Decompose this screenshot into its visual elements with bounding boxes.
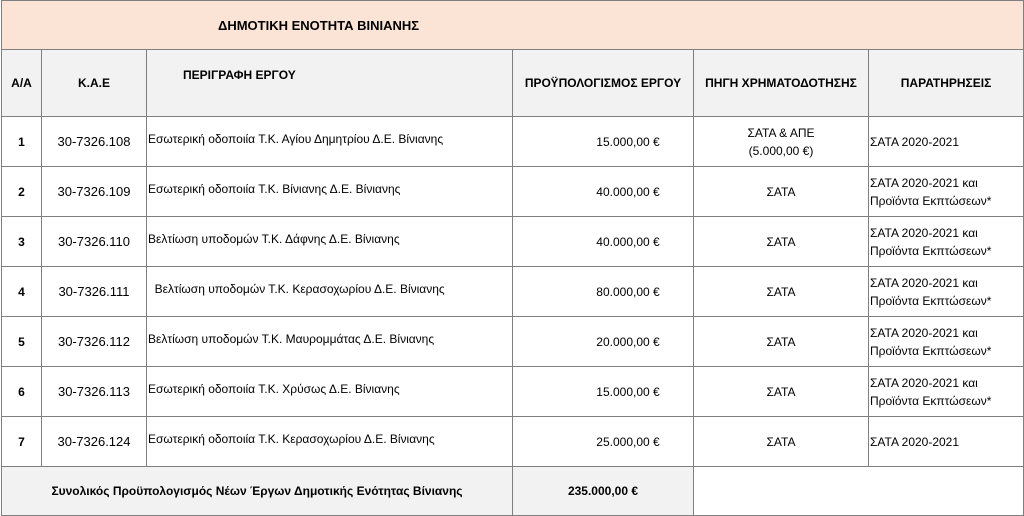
row-notes-line1: ΣΑΤΑ 2020-2021: [870, 434, 960, 449]
row-notes-line1: ΣΑΤΑ 2020-2021 και: [870, 325, 978, 340]
header-budget: ΠΡΟΫΠΟΛΟΓΙΣΜΟΣ ΕΡΓΟΥ: [513, 50, 694, 117]
row-notes-line1: ΣΑΤΑ 2020-2021 και: [870, 225, 978, 240]
row-description-text: Εσωτερική οδοποιία Τ.Κ. Χρύσως Δ.Ε. Βίνιανης: [148, 381, 400, 396]
row-kae: 30-7326.112: [42, 317, 147, 367]
header-aa: Α/Α: [2, 50, 42, 117]
row-source: [694, 267, 869, 317]
row-description: [147, 217, 513, 267]
row-source-line1: ΣΑΤΑ: [766, 234, 796, 249]
row-kae: 30-7326.113: [42, 367, 147, 417]
row-source: [694, 317, 869, 367]
row-aa: 2: [2, 167, 42, 217]
header-row: [2, 50, 1024, 117]
row-source-line1: ΣΑΤΑ: [766, 184, 796, 199]
row-description: [147, 267, 513, 317]
row-aa: 6: [2, 367, 42, 417]
page-title: ΔΗΜΟΤΙΚΗ ΕΝΟΤΗΤΑ ΒΙΝΙΑΝΗΣ: [2, 1, 1024, 50]
header-notes: ΠΑΡΑΤΗΡΗΣΕΙΣ: [869, 50, 1024, 117]
row-budget-text: 25.000,00 €: [596, 434, 660, 449]
table-row: [2, 117, 1024, 167]
row-source-line1: ΣΑΤΑ & ΑΠΕ: [747, 125, 815, 140]
row-description: [147, 417, 513, 467]
row-notes: [869, 117, 1024, 167]
total-blank-cell: [694, 467, 1024, 516]
row-description-text: Εσωτερική οδοποιία Τ.Κ. Αγίου Δημητρίου Δ.Ε. Βίνιανης: [148, 131, 444, 146]
row-notes-line2: Προϊόντα Εκπτώσεων*: [870, 193, 992, 208]
row-aa: 1: [2, 117, 42, 167]
row-description: [147, 167, 513, 217]
row-source-line1: ΣΑΤΑ: [766, 384, 796, 399]
row-budget: [513, 217, 694, 267]
row-source: [694, 417, 869, 467]
row-notes-line2: Προϊόντα Εκπτώσεων*: [870, 243, 992, 258]
row-aa: 7: [2, 417, 42, 467]
row-description: [147, 317, 513, 367]
row-description-text: Βελτίωση υποδομών Τ.Κ. Κερασοχωρίου Δ.Ε. Βίνιανης: [148, 281, 445, 296]
row-notes: [869, 317, 1024, 367]
row-budget-text: 40.000,00 €: [596, 184, 660, 199]
row-budget: [513, 317, 694, 367]
row-description-text: Εσωτερική οδοποιία Τ.Κ. Βίνιανης Δ.Ε. Βίνιανης: [148, 181, 401, 196]
table-row: [2, 167, 1024, 217]
row-notes: [869, 267, 1024, 317]
row-source-line1: ΣΑΤΑ: [766, 434, 796, 449]
row-source: [694, 217, 869, 267]
row-kae: 30-7326.111: [42, 267, 147, 317]
table-row: [2, 217, 1024, 267]
table-row: [2, 317, 1024, 367]
row-kae: 30-7326.108: [42, 117, 147, 167]
row-budget: [513, 167, 694, 217]
row-notes-line1: ΣΑΤΑ 2020-2021 και: [870, 375, 978, 390]
row-budget: [513, 367, 694, 417]
row-budget-text: 20.000,00 €: [596, 334, 660, 349]
header-description: ΠΕΡΙΓΡΑΦΗ ΕΡΓΟΥ: [147, 50, 513, 117]
row-notes: [869, 217, 1024, 267]
row-notes-line1: ΣΑΤΑ 2020-2021 και: [870, 275, 978, 290]
row-notes-line2: Προϊόντα Εκπτώσεων*: [870, 393, 992, 408]
table-row: [2, 417, 1024, 467]
row-aa: 4: [2, 267, 42, 317]
row-budget: [513, 417, 694, 467]
row-budget-text: 40.000,00 €: [596, 234, 660, 249]
row-source-line1: ΣΑΤΑ: [766, 334, 796, 349]
row-notes-line1: ΣΑΤΑ 2020-2021 και: [870, 175, 978, 190]
header-source: ΠΗΓΗ ΧΡΗΜΑΤΟΔΟΤΗΣΗΣ: [694, 50, 869, 117]
row-description: [147, 117, 513, 167]
row-aa: 3: [2, 217, 42, 267]
row-kae: 30-7326.109: [42, 167, 147, 217]
row-source-line2: (5.000,00 €): [748, 143, 814, 158]
row-description: [147, 367, 513, 417]
row-description-text: Εσωτερική οδοποιία Τ.Κ. Κερασοχωρίου Δ.Ε. Βίνιανης: [148, 431, 435, 446]
row-notes: [869, 367, 1024, 417]
row-source: [694, 167, 869, 217]
row-source: [694, 367, 869, 417]
row-description-text: Βελτίωση υποδομών Τ.Κ. Δάφνης Δ.Ε. Βίνιανης: [148, 231, 400, 246]
title-row: [2, 1, 1024, 50]
header-kae: Κ.Α.Ε: [42, 50, 147, 117]
row-notes-line1: ΣΑΤΑ 2020-2021: [870, 134, 960, 149]
row-notes: [869, 167, 1024, 217]
row-notes: [869, 417, 1024, 467]
total-value: 235.000,00 €: [513, 467, 694, 516]
row-budget-text: 80.000,00 €: [596, 284, 660, 299]
row-budget: [513, 267, 694, 317]
row-source: [694, 117, 869, 167]
row-aa: 5: [2, 317, 42, 367]
row-kae: 30-7326.124: [42, 417, 147, 467]
projects-table: [1, 0, 1024, 516]
row-kae: 30-7326.110: [42, 217, 147, 267]
row-budget-text: 15.000,00 €: [596, 384, 660, 399]
table-row: [2, 367, 1024, 417]
total-label: Συνολικός Προϋπολογισμός Νέων Έργων Δημοτικής Ενότητας Βίνιανης: [2, 467, 513, 516]
row-description-text: Βελτίωση υποδομών Τ.Κ. Μαυρομμάτας Δ.Ε. Βίνιανης: [148, 331, 435, 346]
row-source-line1: ΣΑΤΑ: [766, 284, 796, 299]
row-budget: [513, 117, 694, 167]
total-row: [2, 467, 1024, 516]
table-row: [2, 267, 1024, 317]
row-notes-line2: Προϊόντα Εκπτώσεων*: [870, 343, 992, 358]
row-notes-line2: Προϊόντα Εκπτώσεων*: [870, 293, 992, 308]
row-budget-text: 15.000,00 €: [596, 134, 660, 149]
